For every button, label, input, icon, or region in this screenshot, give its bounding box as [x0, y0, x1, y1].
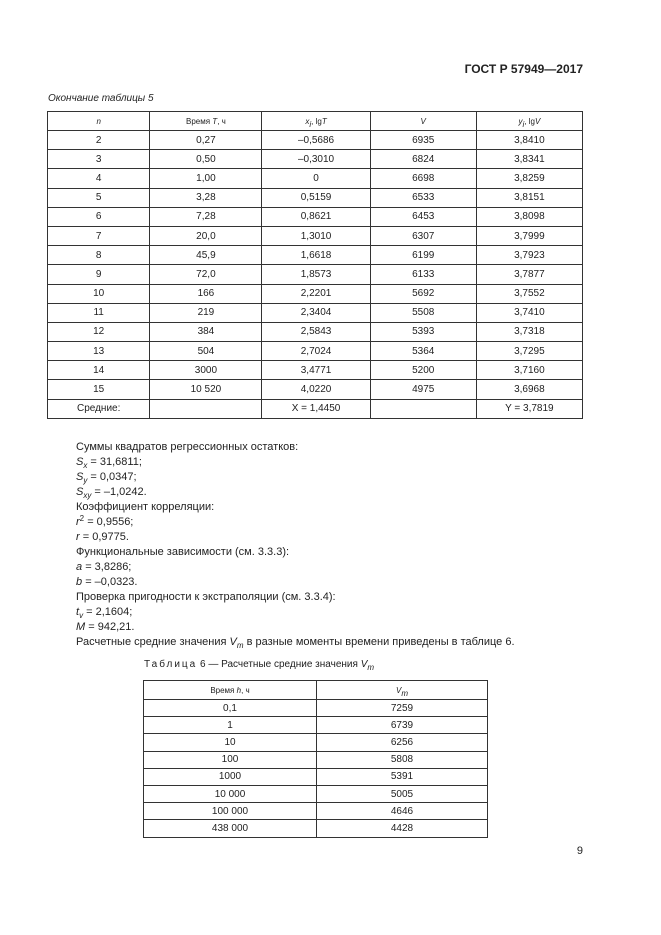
cell-yi: 3,8098 — [476, 207, 582, 226]
cell-vm: 6739 — [317, 717, 488, 734]
summary-x-mean: X = 1,4450 — [262, 399, 370, 418]
cell-v: 6453 — [370, 207, 476, 226]
table-row — [48, 361, 583, 380]
cell-vm: 5005 — [317, 785, 488, 802]
table-row — [144, 717, 488, 734]
table-row — [144, 803, 488, 820]
cell-time: 7,28 — [150, 207, 262, 226]
cell-time: 384 — [150, 322, 262, 341]
cell-time: 3,28 — [150, 188, 262, 207]
table-row — [48, 284, 583, 303]
table5-header-row — [48, 112, 583, 131]
table5-summary-row — [48, 399, 583, 418]
table-row — [48, 303, 583, 322]
standard-number: ГОСТ Р 57949—2017 — [464, 62, 583, 76]
r2-line: $r^2 = 0,9556$; — [76, 514, 134, 528]
m-line: M = 942,21. — [76, 621, 135, 633]
cell-n: 7 — [48, 226, 150, 245]
a-value: = 3,8286; — [85, 561, 132, 573]
table-6 — [143, 680, 488, 838]
cell-yi: 3,6968 — [476, 380, 582, 399]
cell-xi: 0 — [262, 169, 370, 188]
cell-v: 6307 — [370, 226, 476, 245]
func-title: Функциональные зависимости (см. 3.3.3): — [76, 546, 290, 558]
cell-time-h: 10 — [144, 734, 317, 751]
cell-n: 10 — [48, 284, 150, 303]
sxy-line: $S_{xy} = -1,0242$. — [76, 486, 147, 500]
cell-time: 45,9 — [150, 246, 262, 265]
cell-xi: 2,7024 — [262, 342, 370, 361]
col-header-time-h: Время h, ч — [144, 681, 317, 700]
cell-yi: 3,7295 — [476, 342, 582, 361]
cell-n: 13 — [48, 342, 150, 361]
corr-title: Коэффициент корреляции: — [76, 501, 215, 513]
cell-yi: 3,8341 — [476, 150, 582, 169]
cell-xi: 3,4771 — [262, 361, 370, 380]
cell-time-h: 100 — [144, 751, 317, 768]
cell-xi: –0,5686 — [262, 131, 370, 150]
table-row — [48, 380, 583, 399]
cell-xi: 1,3010 — [262, 226, 370, 245]
table6-caption: Таблица 6 — Расчетные средние значения $V_m$ — [144, 659, 375, 672]
calc-line: Расчетные средние значения $V_m$ в разные моменты времени приведены в таблице 6. — [76, 636, 515, 650]
cell-time: 72,0 — [150, 265, 262, 284]
table6-caption-label: Таблица — [144, 659, 198, 670]
cell-vm: 6256 — [317, 734, 488, 751]
sx-value: = 31,6811; — [90, 456, 142, 468]
cell-yi: 3,8151 — [476, 188, 582, 207]
calc-text-2: в разные моменты времени приведены в таблице 6. — [246, 636, 515, 648]
cell-xi: 2,3404 — [262, 303, 370, 322]
cell-yi: 3,7923 — [476, 246, 582, 265]
cell-time-h: 438 000 — [144, 820, 317, 837]
cell-vm: 4428 — [317, 820, 488, 837]
cell-time-h: 1 — [144, 717, 317, 734]
r-line: r = 0,9775. — [76, 531, 129, 543]
cell-v: 5692 — [370, 284, 476, 303]
cell-time-h: 100 000 — [144, 803, 317, 820]
cell-time: 219 — [150, 303, 262, 322]
cell-vm: 4646 — [317, 803, 488, 820]
cell-v: 5200 — [370, 361, 476, 380]
cell-n: 14 — [48, 361, 150, 380]
cell-v: 4975 — [370, 380, 476, 399]
cell-xi: –0,3010 — [262, 150, 370, 169]
col-header-yi: $y_i$, lgV — [476, 112, 582, 131]
cell-vm: 7259 — [317, 700, 488, 717]
cell-yi: 3,7410 — [476, 303, 582, 322]
table6-caption-rest: 6 — Расчетные средние значения — [200, 659, 358, 670]
cell-xi: 2,2201 — [262, 284, 370, 303]
sy-line: $S_y = 0,0347$; — [76, 471, 137, 485]
cell-n: 12 — [48, 322, 150, 341]
page-number: 9 — [576, 845, 583, 857]
col-header-n: n — [48, 112, 150, 131]
col-header-v: V — [370, 112, 476, 131]
col-header-time: Время T, ч — [150, 112, 262, 131]
table-row — [48, 150, 583, 169]
table-row — [144, 751, 488, 768]
table-row — [144, 700, 488, 717]
summary-empty — [150, 399, 262, 418]
cell-yi: 3,7160 — [476, 361, 582, 380]
cell-v: 5364 — [370, 342, 476, 361]
col-header-xi: $x_i$, lgT — [262, 112, 370, 131]
r-value: = 0,9775. — [82, 531, 129, 543]
check-title: Проверка пригодности к экстраполяции (см. 3.3.4): — [76, 591, 336, 603]
cell-n: 11 — [48, 303, 150, 322]
cell-xi: 4,0220 — [262, 380, 370, 399]
table-row — [48, 169, 583, 188]
col-header-vm: $V_m$ — [317, 681, 488, 700]
cell-v: 6199 — [370, 246, 476, 265]
table-row — [48, 265, 583, 284]
cell-time: 3000 — [150, 361, 262, 380]
body-text — [76, 440, 515, 650]
summary-y-mean: Y = 3,7819 — [476, 399, 582, 418]
b-value: = –0,0323. — [85, 576, 138, 588]
cell-n: 5 — [48, 188, 150, 207]
table-5 — [47, 111, 583, 419]
table-row — [144, 734, 488, 751]
tv-line: $t_v = 2,1604$; — [76, 606, 133, 620]
cell-vm: 5391 — [317, 768, 488, 785]
table-row — [48, 207, 583, 226]
cell-time-h: 10 000 — [144, 785, 317, 802]
cell-yi: 3,8410 — [476, 131, 582, 150]
cell-xi: 2,5843 — [262, 322, 370, 341]
tv-value: = 2,1604; — [86, 606, 133, 618]
cell-time-h: 0,1 — [144, 700, 317, 717]
cell-n: 4 — [48, 169, 150, 188]
cell-yi: 3,7877 — [476, 265, 582, 284]
table-row — [48, 322, 583, 341]
cell-yi: 3,8259 — [476, 169, 582, 188]
cell-yi: 3,7999 — [476, 226, 582, 245]
table-row — [48, 226, 583, 245]
table6-header-row — [144, 681, 488, 700]
table-row — [144, 768, 488, 785]
m-value: = 942,21. — [88, 621, 135, 633]
cell-v: 6133 — [370, 265, 476, 284]
cell-n: 8 — [48, 246, 150, 265]
summary-empty — [370, 399, 476, 418]
cell-time: 504 — [150, 342, 262, 361]
cell-xi: 0,5159 — [262, 188, 370, 207]
cell-v: 5393 — [370, 322, 476, 341]
cell-time-h: 1000 — [144, 768, 317, 785]
cell-time: 20,0 — [150, 226, 262, 245]
cell-yi: 3,7552 — [476, 284, 582, 303]
table5-continuation-label: Окончание таблицы 5 — [48, 93, 154, 104]
sy-value: = 0,0347; — [90, 471, 137, 483]
cell-yi: 3,7318 — [476, 322, 582, 341]
table-row — [48, 188, 583, 207]
calc-text-1: Расчетные средние значения — [76, 636, 227, 648]
cell-time: 1,00 — [150, 169, 262, 188]
b-line: b = –0,0323. — [76, 576, 138, 588]
cell-xi: 1,6618 — [262, 246, 370, 265]
sxy-value: = –1,0242. — [94, 486, 147, 498]
cell-v: 6935 — [370, 131, 476, 150]
table-row — [144, 820, 488, 837]
cell-time: 0,27 — [150, 131, 262, 150]
cell-n: 9 — [48, 265, 150, 284]
cell-n: 3 — [48, 150, 150, 169]
cell-n: 2 — [48, 131, 150, 150]
cell-v: 5508 — [370, 303, 476, 322]
cell-n: 6 — [48, 207, 150, 226]
cell-v: 6698 — [370, 169, 476, 188]
cell-time: 0,50 — [150, 150, 262, 169]
cell-vm: 5808 — [317, 751, 488, 768]
sums-title: Суммы квадратов регрессионных остатков: — [76, 441, 299, 453]
cell-v: 6824 — [370, 150, 476, 169]
table-row — [48, 131, 583, 150]
a-line: a = 3,8286; — [76, 561, 132, 573]
cell-time: 166 — [150, 284, 262, 303]
summary-label: Средние: — [48, 399, 150, 418]
r2-value: = 0,9556; — [87, 516, 134, 528]
table-row — [48, 342, 583, 361]
cell-xi: 1,8573 — [262, 265, 370, 284]
cell-xi: 0,8621 — [262, 207, 370, 226]
sx-line: $S_x = 31,6811$; — [76, 456, 142, 470]
cell-time: 10 520 — [150, 380, 262, 399]
cell-n: 15 — [48, 380, 150, 399]
table-row — [144, 785, 488, 802]
table-row — [48, 246, 583, 265]
cell-v: 6533 — [370, 188, 476, 207]
